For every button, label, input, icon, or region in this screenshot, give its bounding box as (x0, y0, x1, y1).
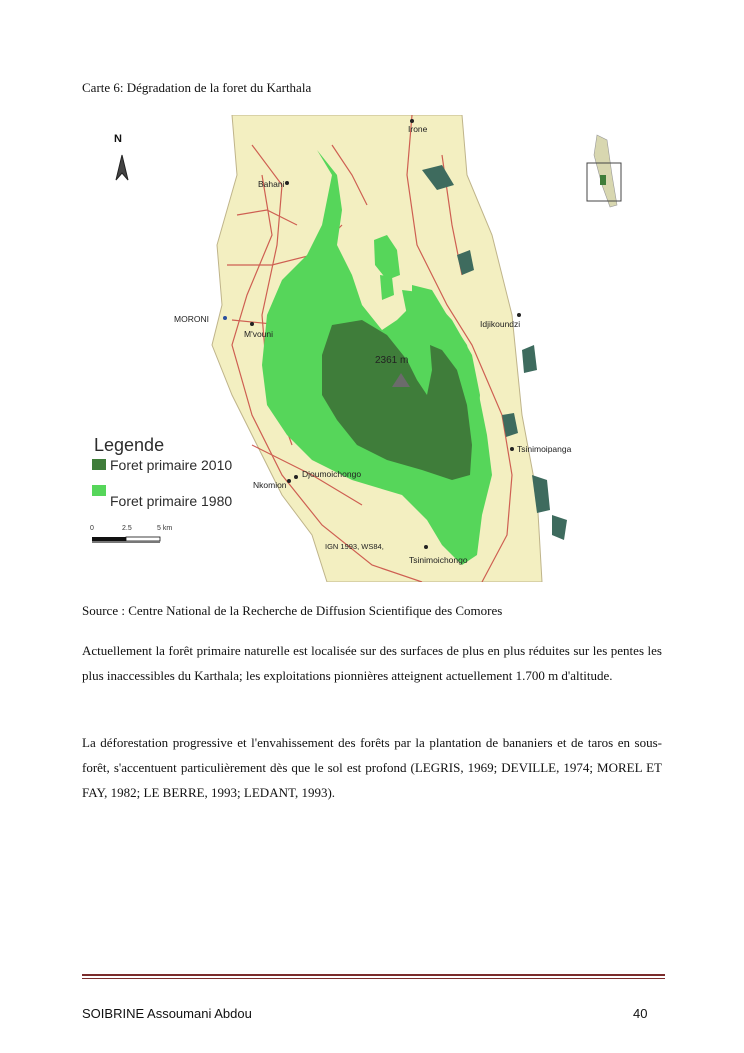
legend-label-1980: Foret primaire 1980 (110, 493, 233, 509)
legend-title: Legende (94, 435, 165, 455)
paragraph-1: Actuellement la forêt primaire naturelle est localisée sur des surfaces de plus en plus réduites sur les pentes les plus inaccessibles du Karthala; les exploitations pionnières atteignent actuellement 1.700 m d'altitude. (82, 643, 662, 683)
map-legend (92, 435, 232, 509)
label-idjikoundzi: Idjikoundzi (480, 319, 521, 329)
svg-text:2.5: 2.5 (122, 525, 132, 532)
karthala-forest-map (82, 115, 637, 582)
label-tsinimoichongo: Tsinimoichongo (409, 555, 468, 565)
label-mvouni: M'vouni (244, 329, 274, 339)
footer-rule (82, 974, 665, 976)
label-tsinimoipanga: Tsinimoipanga (517, 444, 572, 454)
svg-text:N: N (114, 133, 122, 145)
legend-label-2010: Foret primaire 2010 (110, 457, 233, 473)
label-nkomion: Nkomion (253, 480, 287, 490)
svg-text:0: 0 (90, 525, 94, 532)
label-djoumoichongo: Djoumoichongo (302, 469, 362, 479)
inset-map (587, 135, 621, 207)
label-bahani: Bahani (258, 179, 285, 189)
map-source: Source : Centre National de la Recherche de Diffusion Scientifique des Comores (82, 603, 503, 618)
svg-text:5 km: 5 km (157, 525, 173, 532)
map-credit: IGN 1993, WS84, (325, 542, 384, 551)
label-summit: 2361 m (375, 355, 409, 366)
footer-author: SOIBRINE Assoumani Abdou (82, 1006, 252, 1021)
label-moroni: MORONI (174, 314, 209, 324)
legend-swatch-2010 (92, 459, 106, 470)
footer-rule-thin (82, 978, 665, 979)
north-arrow (114, 133, 128, 180)
legend-swatch-1980 (92, 485, 106, 496)
map-caption: Carte 6: Dégradation de la foret du Karthala (82, 80, 312, 95)
scale-bar (90, 525, 172, 543)
label-irone: Irone (408, 124, 428, 134)
page-number: 40 (633, 1006, 648, 1021)
paragraph-2: La déforestation progressive et l'envahissement des forêts par la plantation de bananiers et de taros en sous-forêt, s'accentuent particulièrement dès que le sol est profond (LEGRIS, 1969; DEVILLE, 1974; MOREL ET FAY, 1982; LE BERRE, 1993; LEDANT, 1993). (82, 735, 662, 800)
